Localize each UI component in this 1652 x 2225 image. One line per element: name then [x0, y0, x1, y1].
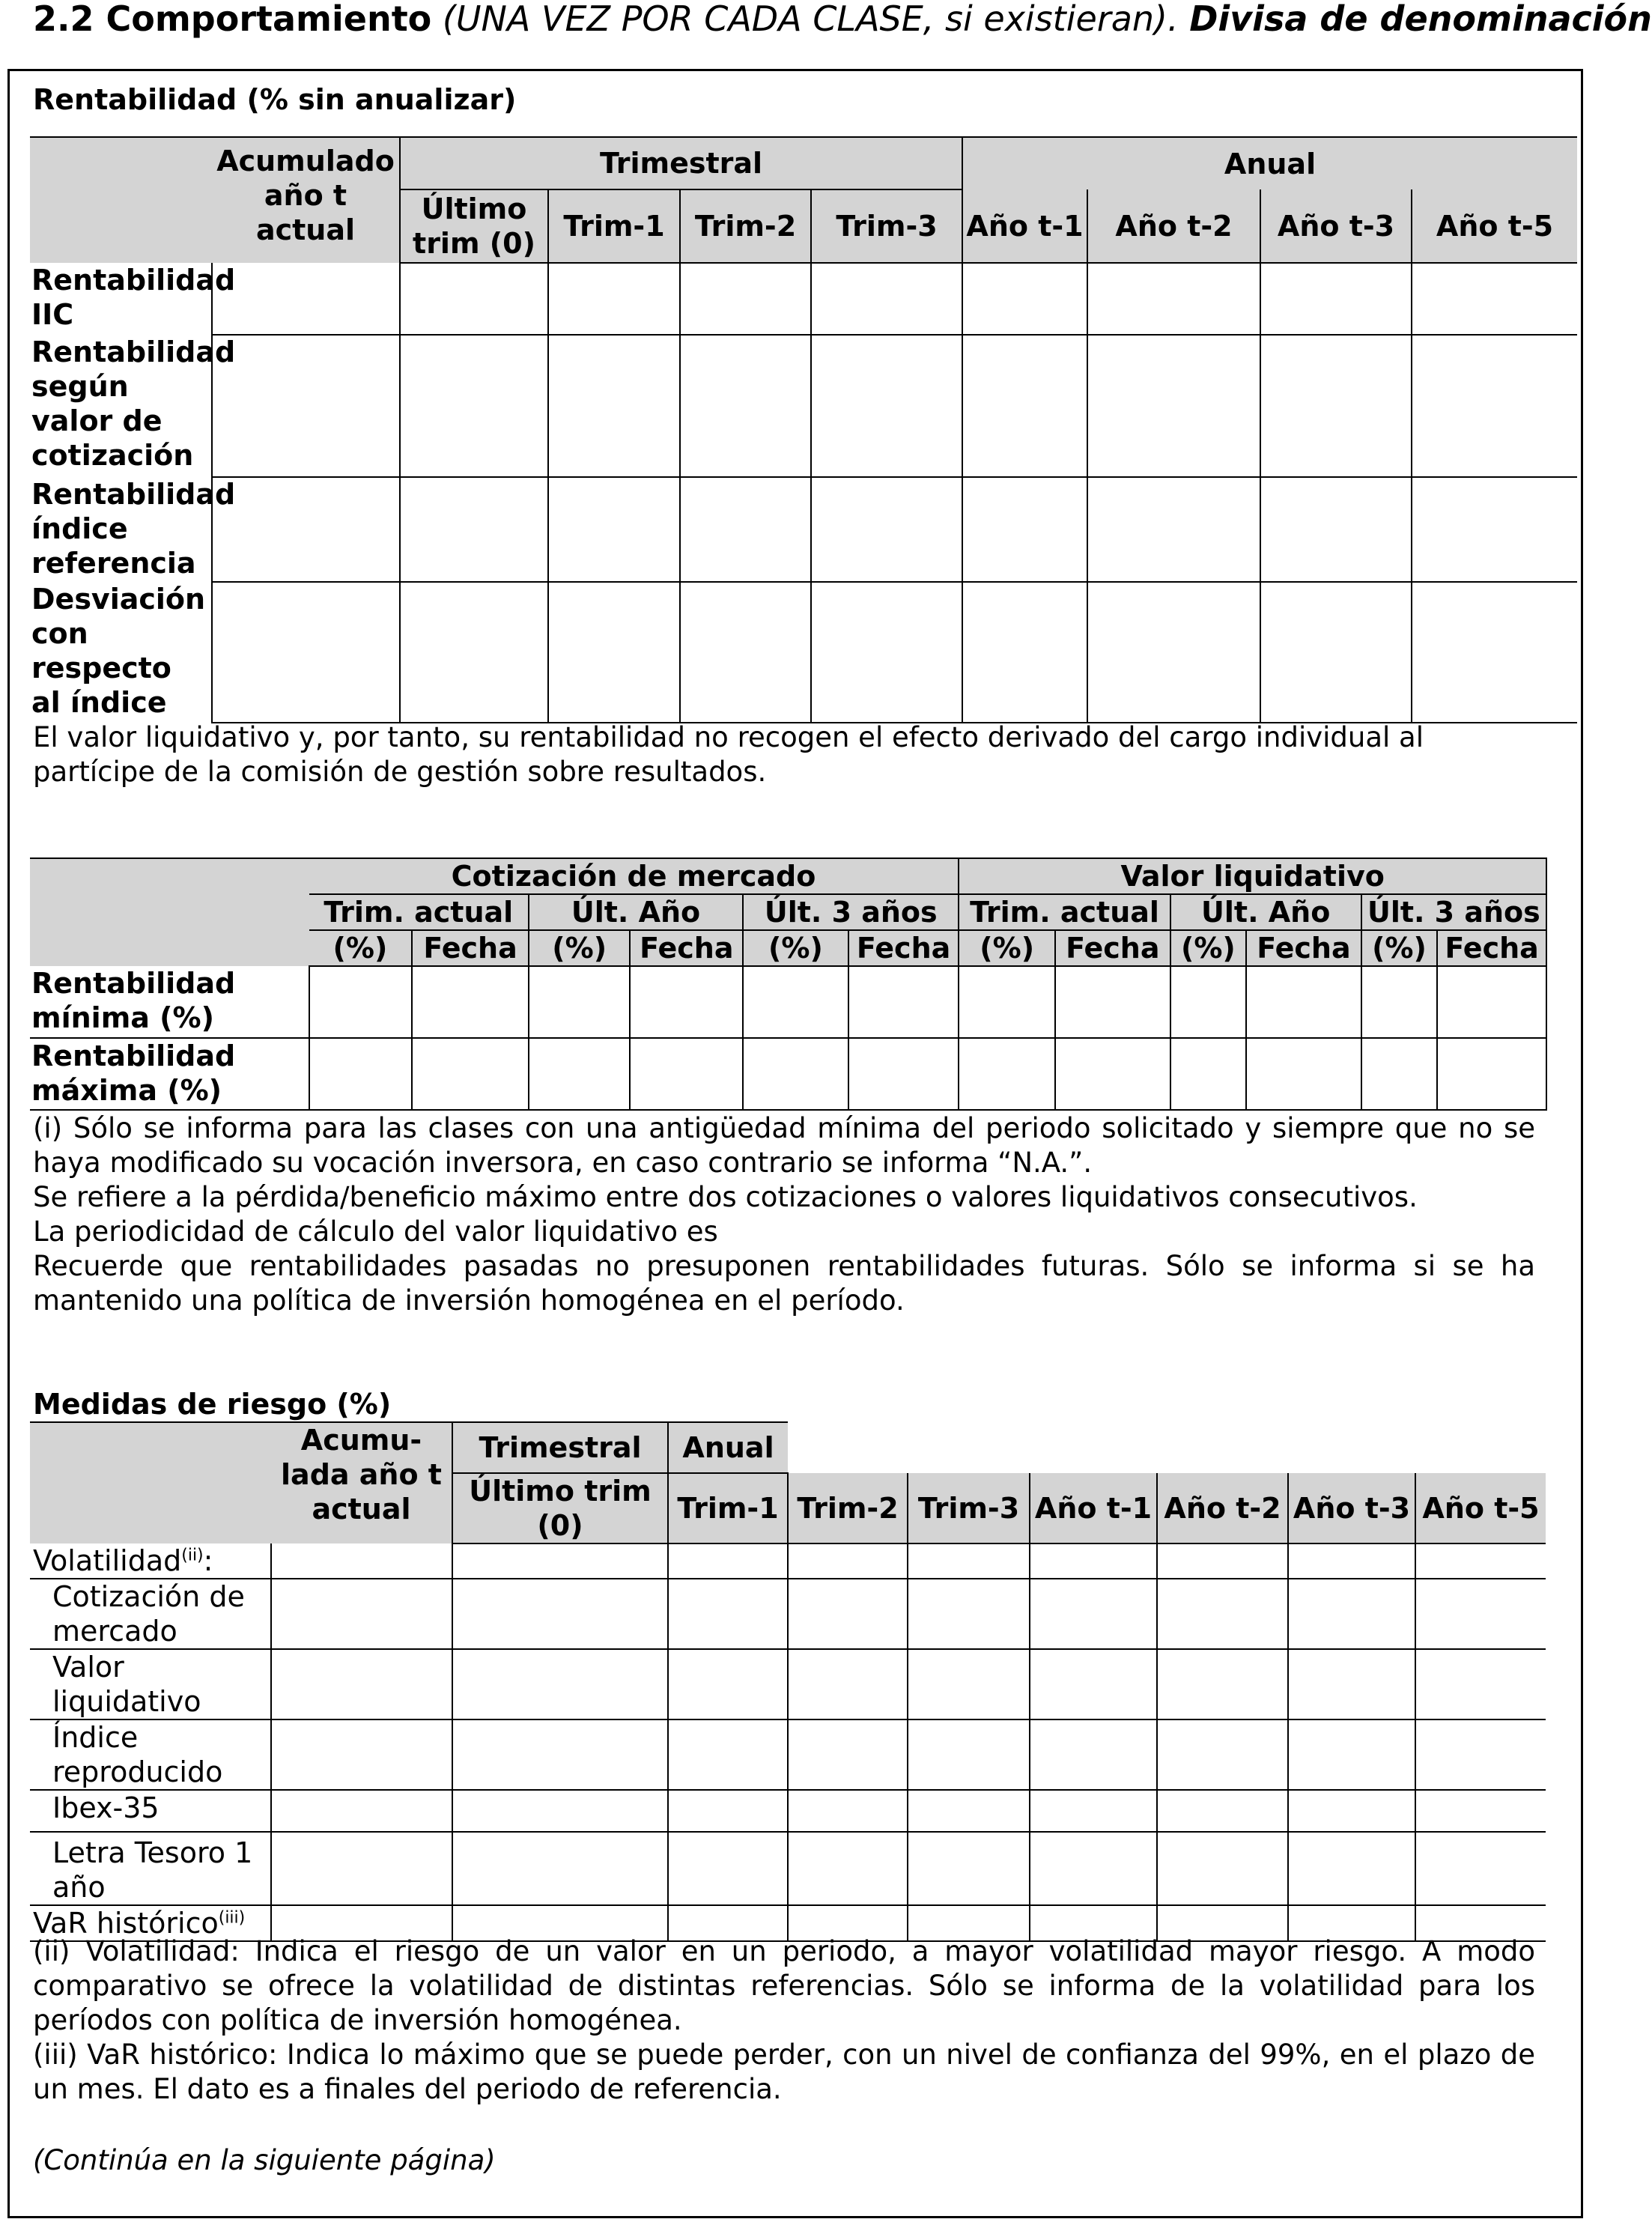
col-header: Año t-2: [1087, 189, 1260, 263]
col-header: Año t-1: [1030, 1473, 1157, 1543]
period-header: Últ. Año: [529, 894, 743, 930]
sub-pct: (%): [743, 930, 848, 966]
row-label: Desviación con respecto al índice: [31, 583, 206, 719]
rentabilidad-note: El valor liquidativo y, por tanto, su rentabilidad no recogen el efecto derivado del cargo individual al partícipe de la comisión de gestión sobre resultados.: [33, 721, 1424, 788]
col-acumulado: Acumulado año t actual: [212, 137, 400, 263]
riesgo-note-1: (ii) Volatilidad: Indica el riesgo de un valor en un periodo, a mayor volatilidad mayor riesgo. A modo comparativo se ofrece la volatilidad de distintas referencias. Sólo se informa de la volatilidad para los períodos con política de inversión homogénea.: [33, 1935, 1535, 2036]
var-label: VaR histórico$^{(iii)}$: [30, 1905, 271, 1941]
row-label: Valor liquidativo: [30, 1649, 271, 1719]
corner-cell: [30, 1422, 271, 1543]
col-header: Año t-1: [962, 189, 1087, 263]
cotizacion-note-4: Recuerde que rentabilidades pasadas no presuponen rentabilidades futuras. Sólo se informa si se ha mantenido una política de inversión homogénea en el período.: [33, 1250, 1535, 1317]
col-header: Trim-3: [908, 1473, 1030, 1543]
row-label: Ibex-35: [30, 1790, 271, 1832]
col-anual: Anual: [962, 137, 1577, 189]
col-header: Trim-2: [788, 1473, 908, 1543]
col-header: Año t-5: [1412, 189, 1577, 263]
period-header: Últ. Año: [1170, 894, 1361, 930]
sub-pct: (%): [529, 930, 631, 966]
row-label: Rentabilidad según valor de cotización: [31, 336, 236, 472]
col-header: Trim-3: [811, 189, 962, 263]
sub-fecha: Fecha: [1246, 930, 1361, 966]
corner-cell: [30, 137, 212, 263]
col-trimestral: Trimestral: [452, 1422, 668, 1473]
row-label: Rentabilidad mínima (%): [30, 966, 309, 1038]
rentabilidad-table: [30, 136, 1577, 723]
corner-cell: [30, 858, 309, 966]
row-label: Índice reproducido: [30, 1719, 271, 1790]
cotizacion-note-2: Se refiere a la pérdida/beneficio máximo entre dos cotizaciones o valores liquidativos consecutivos.: [33, 1181, 1418, 1213]
period-header: Últ. 3 años: [1361, 894, 1546, 930]
sub-pct: (%): [959, 930, 1055, 966]
col-header: Trim-1: [668, 1473, 788, 1543]
col-header: Trim-2: [680, 189, 811, 263]
row-label: Cotización de mercado: [30, 1579, 271, 1649]
period-header: Trim. actual: [959, 894, 1170, 930]
col-trimestral: Trimestral: [400, 137, 962, 189]
period-header: Últ. 3 años: [743, 894, 959, 930]
col-ultimo-trim: Último trim (0): [400, 189, 548, 263]
row-label: Rentabilidad IIC: [31, 264, 236, 331]
col-header: Año t-3: [1260, 189, 1412, 263]
cotizacion-table: [30, 857, 1547, 1111]
period-header: Trim. actual: [309, 894, 529, 930]
riesgo-label: Medidas de riesgo (%): [33, 1388, 392, 1421]
riesgo-note-2: (iii) VaR histórico: Indica lo máximo que se puede perder, con un nivel de confianza del 99%, en el plazo de un mes. El dato es a finales del periodo de referencia.: [33, 2039, 1535, 2105]
cotizacion-note-3: La periodicidad de cálculo del valor liquidativo es: [33, 1215, 718, 1248]
col-acumulado: Acumu-lada año t actual: [271, 1422, 452, 1543]
group-valor-liquidativo: Valor liquidativo: [959, 858, 1546, 894]
col-header: Trim-1: [548, 189, 680, 263]
sub-fecha: Fecha: [412, 930, 529, 966]
continua-note: (Continúa en la siguiente página): [33, 2144, 496, 2176]
group-cotizacion: Cotización de mercado: [309, 858, 959, 894]
sub-fecha: Fecha: [1437, 930, 1546, 966]
title-section: 2.2 Comportamiento: [33, 0, 432, 39]
sub-pct: (%): [1170, 930, 1246, 966]
sub-fecha: Fecha: [1055, 930, 1170, 966]
title-currency: Divisa de denominación: [1189, 0, 1652, 39]
rentabilidad-label: Rentabilidad (% sin anualizar): [33, 83, 517, 116]
title-note: (UNA VEZ POR CADA CLASE, si existieran).: [442, 0, 1179, 39]
sub-pct: (%): [1361, 930, 1437, 966]
sub-pct: (%): [309, 930, 413, 966]
row-label: Letra Tesoro 1 año: [30, 1832, 271, 1905]
row-label: Rentabilidad máxima (%): [30, 1038, 309, 1110]
col-header: Año t-5: [1415, 1473, 1546, 1543]
volatilidad-label: Volatilidad$^{(ii)}$:: [30, 1543, 271, 1579]
col-header: Año t-3: [1288, 1473, 1415, 1543]
sub-fecha: Fecha: [848, 930, 959, 966]
cotizacion-note-1: (i) Sólo se informa para las clases con una antigüedad mínima del periodo solicitado y siempre que no se haya modificado su vocación inversora, en caso contrario se informa “N.A.”.: [33, 1112, 1535, 1179]
page-title: [33, 0, 1652, 39]
row-label: Rentabilidad índice referencia: [31, 478, 236, 580]
col-anual: Anual: [668, 1422, 788, 1473]
col-header: Año t-2: [1157, 1473, 1288, 1543]
riesgo-table: [30, 1421, 1546, 1942]
sub-fecha: Fecha: [630, 930, 743, 966]
col-header: Último trim (0): [452, 1473, 668, 1543]
